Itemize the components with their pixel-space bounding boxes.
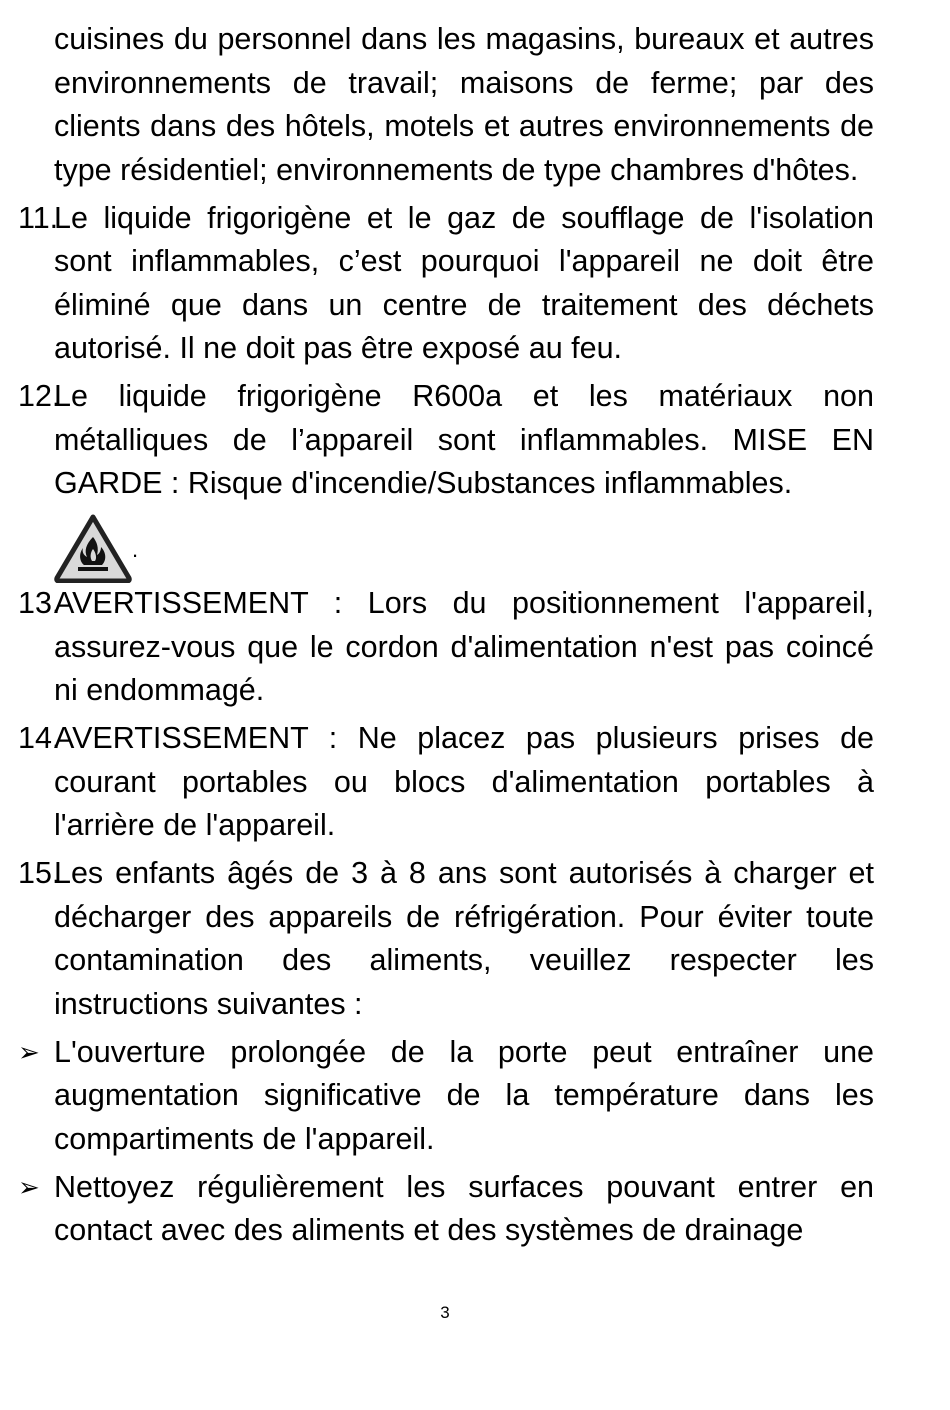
item-text: AVERTISSEMENT : Lors du positionnement l'appareil, assurez-vous que le cordon d'alimentation n'est pas coincé ni endommagé. [54,586,874,707]
flammable-warning-icon [54,513,132,583]
item-text: Les enfants âgés de 3 à 8 ans sont autorisés à charger et décharger des appareils de réfrigération. Pour éviter toute contamination des aliments, veuillez respecter les instructions suivantes : [54,856,874,1021]
item-text: Le liquide frigorigène et le gaz de soufflage de l'isolation sont inflammables, c’est pourquoi l'appareil ne doit être éliminé que dans un centre de traitement des déchets autorisé. Il ne doit pas être exposé au feu. [54,200,874,365]
intro-paragraph: cuisines du personnel dans les magasins, bureaux et autres environnements de travail; maisons de ferme; par des clients dans des hôtels, motels et autres environnements de type résidentiel; environnements de type chambres d'hôtes. [54,22,874,187]
item-number: 15. [18,856,61,890]
item-number: 11. [18,200,59,235]
item-number: 13. [18,586,61,620]
document-body [18,18,874,1257]
page-number: 3 [440,1303,450,1322]
bullet-item [18,1031,874,1162]
list-item-14 [18,717,874,848]
trailing-dot: . [132,537,139,562]
list-item-12 [18,375,874,506]
item-text: AVERTISSEMENT : Ne placez pas plusieurs prises de courant portables ou blocs d'alimentation portables à l'arrière de l'appareil. [54,721,874,842]
arrow-bullet-icon: ➢ [18,1171,40,1202]
bullet-text: Nettoyez régulièrement les surfaces pouvant entrer en contact avec des aliments et des systèmes de drainage [54,1169,874,1247]
list-item-13 [18,582,874,713]
bullet-item [18,1166,874,1253]
item-number: 12. [18,379,61,413]
arrow-bullet-icon: ➢ [18,1036,40,1067]
list-item-15 [18,852,874,1026]
list-item-11 [18,197,874,371]
bullet-text: L'ouverture prolongée de la porte peut entraîner une augmentation significative de la température dans les compartiments de l'appareil. [54,1034,874,1156]
hazard-symbol-row [18,510,874,582]
item-text: Le liquide frigorigène R600a et les matériaux non métalliques de l’appareil sont inflammables. MISE EN GARDE : Risque d'incendie/Substances inflammables. [54,379,874,500]
item-number: 14. [18,721,61,755]
